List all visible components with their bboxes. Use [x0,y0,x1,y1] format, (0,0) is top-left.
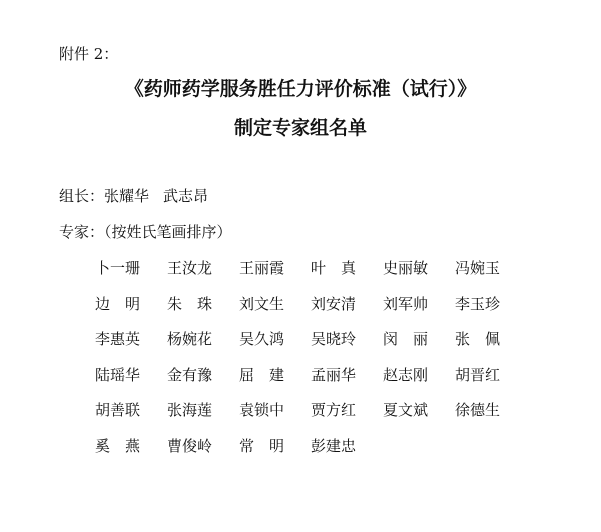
expert-name: 赵志刚 [383,365,429,384]
expert-name: 刘军帅 [383,294,429,313]
expert-row [95,294,555,330]
leader-line [59,186,208,206]
experts-label: 专家：（按姓氏笔画排序） [59,223,232,241]
expert-row [95,436,555,472]
expert-name: 刘文生 [239,294,285,313]
leader-label: 组长： [59,187,105,205]
expert-name: 朱 珠 [167,294,213,313]
expert-name: 李玉珍 [455,294,501,313]
leader-name: 武志昂 [163,187,209,205]
expert-name-grid [95,258,555,472]
attachment-label: 附件 2： [59,45,119,63]
expert-name: 屈 建 [239,365,285,384]
expert-name: 卜一珊 [95,259,141,277]
expert-name: 孟丽华 [311,365,357,384]
expert-name: 胡晋红 [455,365,501,384]
expert-name: 胡善联 [95,401,141,420]
expert-name: 彭建忠 [311,436,357,455]
expert-name: 徐德生 [455,401,501,420]
expert-name: 王丽霞 [239,259,285,277]
document-title: 《药师药学服务胜任力评价标准（试行）》 [124,78,477,100]
expert-name: 张 佩 [455,330,501,349]
expert-name: 李惠英 [95,330,141,349]
expert-name: 冯婉玉 [455,259,501,277]
expert-name: 刘安清 [311,294,357,313]
expert-name: 王汝龙 [167,259,213,277]
expert-name: 曹俊岭 [167,436,213,455]
expert-name: 杨婉花 [167,330,213,349]
expert-row [95,365,555,401]
expert-name: 贾方红 [311,401,357,420]
expert-name: 边 明 [95,294,141,313]
expert-name: 吴久鸿 [239,330,285,349]
document-subtitle: 制定专家组名单 [233,117,367,139]
expert-name: 夏文斌 [383,401,429,420]
expert-name: 张海莲 [167,401,213,420]
expert-name: 常 明 [239,436,285,455]
expert-row [95,400,555,436]
leader-name: 张耀华 [104,187,150,205]
expert-row [95,329,555,365]
expert-name: 陆瑶华 [95,365,141,384]
expert-row [95,258,555,294]
expert-name: 吴晓玲 [311,330,357,349]
expert-name: 金有豫 [167,365,213,384]
expert-name: 闵 丽 [383,330,429,349]
expert-name: 袁锁中 [239,401,285,420]
expert-name: 叶 真 [311,259,357,277]
expert-name: 史丽敏 [383,259,429,277]
expert-name: 奚 燕 [95,436,141,455]
